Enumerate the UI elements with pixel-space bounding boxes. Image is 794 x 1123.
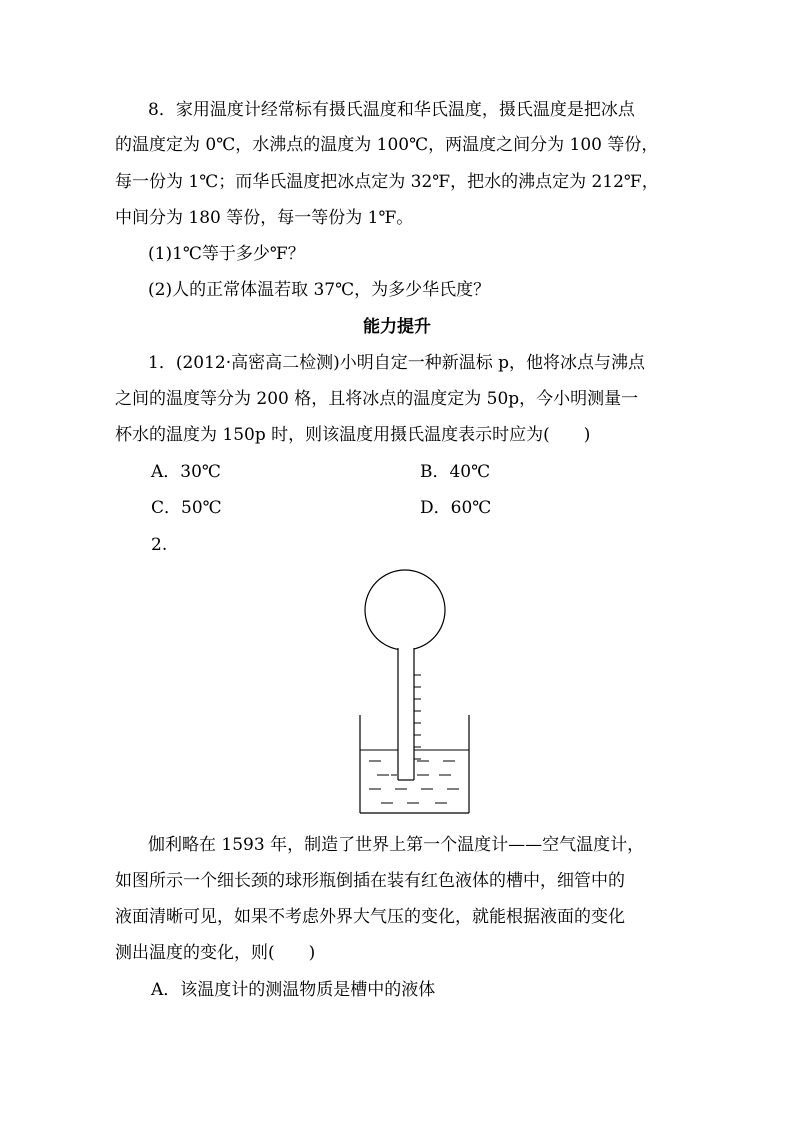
scale-ticks: [414, 675, 421, 759]
problem8-sub2: (2)人的正常体温若取 37℃，为多少华氏度？: [148, 280, 491, 300]
problem8-sub1: (1)1℃等于多少℉？: [148, 244, 305, 264]
problem8-line-1: 8．家用温度计经常标有摄氏温度和华氏温度，摄氏温度是把冰点: [148, 100, 635, 120]
q2-number: 2.: [151, 535, 168, 555]
thermometer-bulb: [365, 570, 445, 650]
section-title: 能力提升: [363, 317, 431, 337]
q2-option-a: A．该温度计的测温物质是槽中的液体: [151, 980, 436, 1000]
q1-option-b: B．40℃: [420, 462, 491, 482]
q2-line-2: 如图所示一个细长颈的球形瓶倒插在装有红色液体的槽中，细管中的: [115, 871, 625, 891]
q1-option-a: A．30℃: [151, 462, 221, 482]
q2-line-4: 测出温度的变化，则( ): [115, 943, 316, 963]
air-thermometer-figure: [355, 565, 475, 817]
q1-line-3: 杯水的温度为 150p 时，则该温度用摄氏温度表示时应为( ): [115, 425, 591, 445]
problem8-line-2: 的温度定为 0℃，水沸点的温度为 100℃，两温度之间分为 100 等份，: [115, 135, 659, 155]
q1-line-2: 之间的温度等分为 200 格，且将冰点的温度定为 50p，今小明测量一: [115, 389, 639, 409]
q1-option-c: C．50℃: [151, 498, 222, 518]
problem8-line-4: 中间分为 180 等份，每一等份为 1℉。: [115, 208, 414, 228]
q1-option-d: D．60℃: [420, 498, 492, 518]
q1-line-1: 1．(2012·高密高二检测)小明自定一种新温标 p，他将冰点与沸点: [148, 353, 646, 373]
problem8-line-3: 每一份为 1℃；而华氏温度把冰点定为 32℉，把水的沸点定为 212℉，: [115, 172, 659, 192]
thermometer-neck: [398, 645, 414, 780]
q2-line-1: 伽利略在 1593 年，制造了世界上第一个温度计——空气温度计，: [148, 835, 645, 855]
q2-line-3: 液面清晰可见，如果不考虑外界大气压的变化，就能根据液面的变化: [115, 907, 625, 927]
